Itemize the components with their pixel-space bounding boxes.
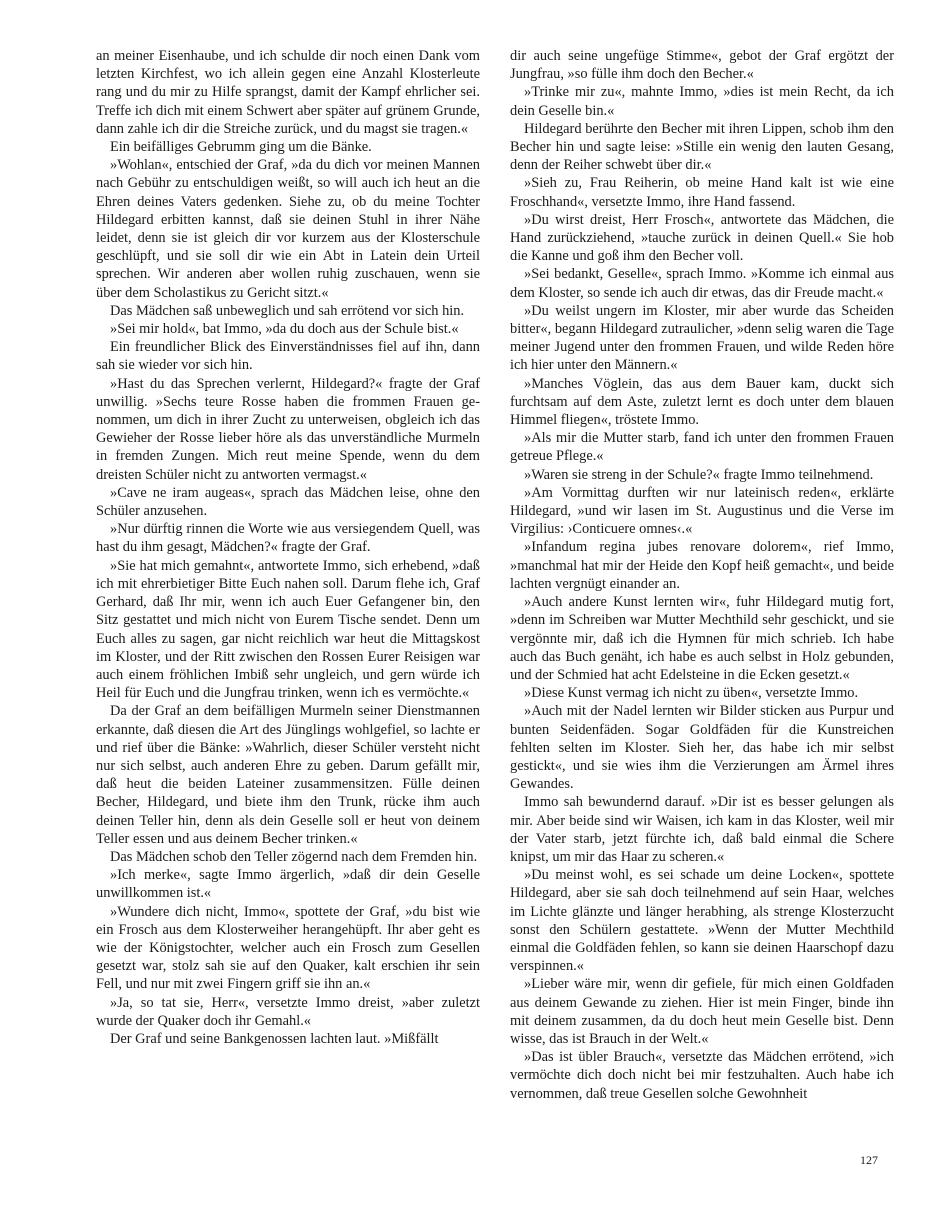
paragraph: Hildegard berührte den Becher mit ihren Lippen, schob ihm den Becher hin und sagte leise: »Stille ein wenig den lauten Gesang, denn der Reiher schwebt über dir.« (510, 120, 894, 174)
paragraph: »Waren sie streng in der Schule?« fragte Immo teilnehmend. (524, 466, 874, 483)
paragraph: »Cave ne iram augeas«, sprach das Mädchen leise, ohne den Schüler anzusehen. (96, 484, 480, 520)
paragraph: »Sie hat mich gemahnt«, antwortete Immo, sich erhebend, »daß ich mit ehrerbietiger Bitte Euch nahen soll. Darum flehe ich, Graf Gerhard, daß Ihr mir, wenn ich auch Euer Gefangener bin, den Sitz gestattet und mich nicht von Eurem Tische sendet. Denn um Euch alles zu sagen, gar nicht reichlich war heut die Mittagskost im Kloster, und der Ritt zwischen den Rossen Eurer Reisigen war auch einem fröhlichen Imbiß sehr ungleich, und gern würde ich Heil für Euch und die Jungfrau trinken, wenn ich es vermöchte.« (96, 557, 480, 702)
paragraph: »Nur dürftig rinnen die Worte wie aus versiegendem Quell, was hast du ihm gesagt, Mädchen?« fragte der Graf. (96, 521, 480, 556)
paragraph: Immo sah bewundernd darauf. »Dir ist es besser gelungen als mir. Aber beide sind wir Waisen, ich kam in das Kloster, weil mir der Vater starb, jetzt fürchte ich, daß bald einmal die Schere knipst, um mir das Haar zu scheren.« (510, 794, 894, 865)
paragraph: »Als mir die Mutter starb, fand ich unter den frommen Frauen getreue Pflege.« (510, 430, 894, 465)
right-text-column (510, 47, 894, 1103)
paragraph: »Wohlan«, entschied der Graf, »da du dich vor meinen Mannen nach Gebühr zu entschuldigen weißt, so will auch ich heut an die Ehren deines Vaters gedenken. Siehe zu, ob du meine Tochter Hildegard erbitten kannst, daß sie deinen Stuhl in ihrer Nähe leidet, denn sie ist gleich dir vor kurzem aus der Klosterschule geschlüpft, und sie soll dir wie ein Abt in Latein dein Urteil sprechen. Wir anderen aber wollen ruhig zuschauen, wenn sie über dem Scholastikus zu Gericht sitzt.« (96, 157, 480, 301)
paragraph: Das Mädchen schob den Teller zögernd nach dem Fremden hin. (110, 848, 478, 865)
paragraph: Da der Graf an dem beifälligen Murmeln seiner Dienstmannen erkannte, daß diesen die Art des Jünglings wohlgefiel, so lachte er und rief über die Bänke: »Wahrlich, dieser Schüler versteht nicht nur sich selbst, auch anderen Ehre zu geben. Darum gefällt mir, daß heut die beiden Lateiner zusammensitzen. Fülle deinen Becher, Hildegard, und biete ihm den Trunk, rücke ihm auch deinen Teller hin, denn als dein Geselle soll er heut von deinem Teller essen und aus deinem Becher trinken.« (96, 703, 480, 847)
left-text-column (96, 47, 480, 1048)
page-number: 127 (860, 1153, 878, 1167)
paragraph: dir auch seine ungefüge Stimme«, gebot der Graf ergötzt der Jungfrau, »so fülle ihm doch den Becher.« (510, 48, 894, 83)
paragraph: Ein beifälliges Gebrumm ging um die Bänke. (110, 139, 372, 156)
paragraph: »Sieh zu, Frau Reiherin, ob meine Hand kalt ist wie eine Froschhand«, versetzte Immo, ihre Hand fassend. (510, 175, 894, 210)
paragraph: »Diese Kunst vermag ich nicht zu üben«, versetzte Immo. (524, 685, 859, 702)
paragraph: »Wundere dich nicht, Immo«, spottete der Graf, »du bist wie ein Frosch aus dem Klosterweiher herangehüpft. Ihr aber geht es wie der Königstochter, welcher auch ein Frosch zum Gesellen gesetzt war, stolz sah sie auf den Quaker, kalt erschien ihr sein Fell, und nur mit zwei Fingern griff sie ihn an.« (96, 903, 480, 993)
paragraph: »Trinke mir zu«, mahnte Immo, »dies ist mein Recht, da ich dein Geselle bin.« (510, 84, 894, 119)
paragraph: an meiner Eisenhaube, und ich schulde dir noch einen Dank vom letzten Kirchfest, wo ich allein gegen eine Anzahl Klosterleute rang und du mir zu Hilfe sprangst, damit der Kampf ehrlicher sei. Treffe ich dich mit einem Schwert aber später auf grünem Grunde, dann zahle ich dir die Streiche zurück, und du magst sie tragen.« (96, 48, 480, 137)
paragraph: Der Graf und seine Bankgenossen lachten laut. »Mißfällt (110, 1030, 439, 1047)
paragraph: »Ja, so tat sie, Herr«, versetzte Immo dreist, »aber zuletzt wurde der Quaker doch ihr Gemahl.« (96, 994, 480, 1029)
paragraph: »Sei bedankt, Geselle«, sprach Immo. »Komme ich einmal aus dem Kloster, so sende ich auch dir etwas, das dir Freude macht.« (510, 266, 894, 301)
paragraph: »Sei mir hold«, bat Immo, »da du doch aus der Schule bist.« (110, 321, 459, 338)
paragraph: »Das ist übler Brauch«, versetzte das Mädchen errötend, »ich vermöchte dich doch nicht bei mir festzuhalten. Auch habe ich vernommen, daß treue Gesellen solche Gewohnheit (510, 1049, 894, 1102)
paragraph: »Auch andere Kunst lernten wir«, fuhr Hildegard mutig fort, »denn im Schreiben war Mutter Mechthild sehr geschickt, und sie vergönnte mir, daß ich die Hymnen für mich schrieb. Ich habe auch das Buch genäht, ich habe es auch selbst in Holz gebunden, und der Schmied hat acht Edelsteine in die Ecken gesetzt.« (510, 594, 894, 683)
paragraph: »Infandum regina jubes renovare dolorem«, rief Immo, »manchmal hat mir der Heide den Kopf heiß gemacht«, und beide lachten vergnügt einander an. (510, 539, 894, 592)
paragraph: »Du meinst wohl, es sei schade um deine Locken«, spottete Hildegard, aber sie sah doch teilnehmend auf sein Haar, welches im Lichte glänzte und länger herabhing, als strenge Klosterzucht sonst den Schülern gestattete. »Wenn der Mutter Mechthild einmal die Goldfäden fehlen, so kann sie deinen Haarschopf dazu verspinnen.« (510, 867, 894, 975)
paragraph: »Du weilst ungern im Kloster, mir aber wurde das Scheiden bitter«, begann Hildegard zutraulicher, »denn selig waren die Tage meiner Jugend unter den frommen Frauen, und wilde Reden höre ich hier unter den Männern.« (510, 302, 894, 374)
paragraph: »Am Vormittag durften wir nur lateinisch reden«, erklärte Hildegard, »und wir lasen im St. Augustinus und die Verse im Virgilius: ›Conticuere omnes‹.« (510, 484, 894, 538)
paragraph: »Hast du das Sprechen verlernt, Hildegard?« fragte der Graf unwillig. »Sechs teure Rosse haben die frommen Frauen genommen, um dich in ihrer Zucht zu unterweisen, obgleich ich das Gewieher der Rosse lieber höre als das unverständliche Murmeln in fremden Zungen. Mich reut meine Spende, wenn du dem dreisten Schüler nicht zu antworten vermagst.« (96, 375, 480, 483)
paragraph: Ein freundlicher Blick des Einverständnisses fiel auf ihn, dann sah sie wieder vor sich hin. (96, 339, 480, 374)
paragraph: »Ich merke«, sagte Immo ärgerlich, »daß dir dein Geselle unwillkommen ist.« (96, 867, 480, 902)
paragraph: Das Mädchen saß unbeweglich und sah errötend vor sich hin. (110, 302, 465, 319)
paragraph: »Du wirst dreist, Herr Frosch«, antwortete das Mädchen, die Hand zurückziehend, »tauche zurück in deinen Quell.« Sie hob die Kanne und goß ihm den Becher voll. (510, 211, 894, 265)
paragraph: »Auch mit der Nadel lernten wir Bilder sticken aus Purpur und bunten Seidenfäden. Sogar Goldfäden für die Kunstreichen fehlten selten im Kloster. Sieh her, das habe ich mir selbst gestickt«, und sie wies ihm die Verzierungen am Ärmel ihres Gewandes. (510, 703, 894, 793)
paragraph: »Lieber wäre mir, wenn dir gefiele, für mich einen Goldfaden aus deinem Gewande zu ziehen. Hier ist mein Finger, binde ihn mit deinem zusammen, da du doch heut mein Geselle bist. Denn wisse, das ist Brauch in der Welt.« (510, 976, 894, 1047)
paragraph: »Manches Vöglein, das aus dem Bauer kam, duckt sich furchtsam auf dem Aste, zuletzt lernt es doch unter dem blauen Himmel fliegen«, tröstete Immo. (510, 375, 894, 429)
